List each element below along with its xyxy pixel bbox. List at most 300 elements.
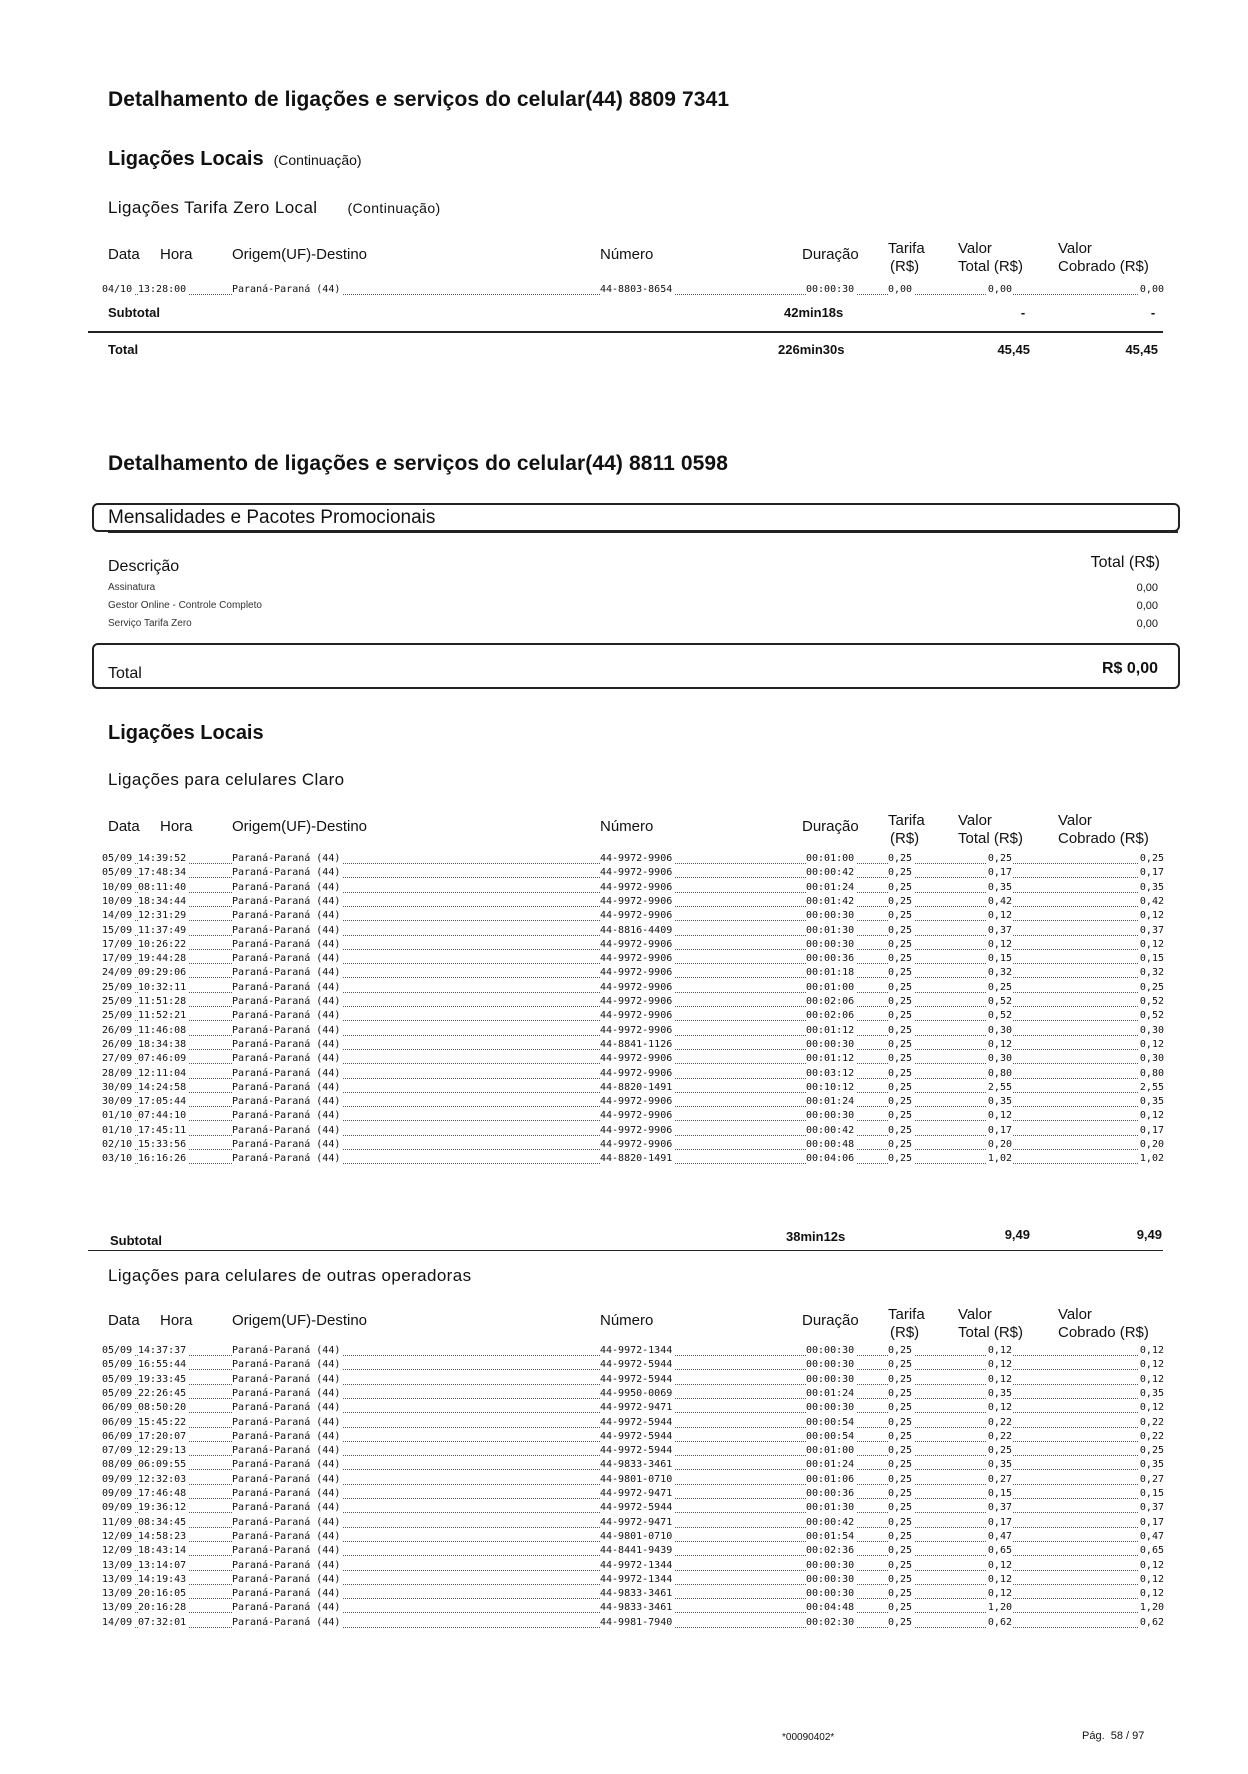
cell-cobrado: 0,12 xyxy=(1139,1110,1164,1122)
cell-numero: 44-9972-9906 xyxy=(600,910,673,922)
cell-hora: 12:29:13 xyxy=(138,1445,187,1457)
cell-cobrado: 0,12 xyxy=(1139,1038,1164,1050)
cell-origem: Paraná-Paraná (44) xyxy=(232,1345,341,1356)
cell-data: 24/09 xyxy=(102,967,133,979)
cell-cobrado: 0,47 xyxy=(1139,1530,1164,1542)
cell-duracao: 00:00:30 xyxy=(806,1038,855,1050)
cell-numero: 44-9972-9471 xyxy=(600,1402,673,1414)
cell-tarifa: 0,25 xyxy=(888,1110,913,1122)
cell-numero: 44-8820-1491 xyxy=(600,1081,673,1093)
cell-valor: 0,12 xyxy=(987,1402,1012,1414)
cell-valor: 0,30 xyxy=(987,1053,1012,1065)
cell-numero: 44-9972-1344 xyxy=(600,1559,673,1571)
table-row xyxy=(102,1473,1164,1487)
cell-tarifa: 0,25 xyxy=(888,1502,913,1514)
cell-cobrado: 0,20 xyxy=(1139,1139,1164,1150)
cell-origem: Paraná-Paraná (44) xyxy=(232,1616,341,1628)
col-header-cobrado2: Cobrado (R$) xyxy=(1058,1324,1149,1341)
col-header-numero: Número xyxy=(600,246,654,263)
cell-tarifa: 0,25 xyxy=(888,1573,913,1585)
cell-tarifa: 0,25 xyxy=(888,1459,913,1471)
cell-data: 17/09 xyxy=(102,953,133,965)
cell-data: 26/09 xyxy=(102,1024,133,1036)
cell-origem: Paraná-Paraná (44) xyxy=(232,1124,341,1136)
cell-data: 07/09 xyxy=(102,1445,133,1457)
table-row xyxy=(102,1544,1164,1558)
cell-hora: 18:43:14 xyxy=(138,1545,187,1557)
cell-duracao: 00:00:42 xyxy=(806,867,855,879)
cell-valor: 0,12 xyxy=(987,1359,1012,1371)
claro-subtotal-valor: 9,49 xyxy=(1004,1227,1030,1242)
cell-tarifa: 0,25 xyxy=(888,1545,913,1557)
cell-valor: 0,25 xyxy=(987,1445,1012,1457)
cell-origem: Paraná-Paraná (44) xyxy=(232,924,341,936)
cell-cobrado: 0,17 xyxy=(1139,1124,1164,1136)
cell-valor: 0,17 xyxy=(987,1124,1012,1136)
cell-hora: 19:36:12 xyxy=(138,1502,187,1514)
cell-hora: 16:16:26 xyxy=(138,1153,187,1165)
cell-numero: 44-9972-9471 xyxy=(600,1488,673,1499)
cell-valor: 0,22 xyxy=(987,1430,1012,1442)
cell-hora: 08:11:40 xyxy=(138,881,187,893)
cell-valor: 0,12 xyxy=(987,1373,1012,1385)
cell-hora: 20:16:28 xyxy=(138,1602,187,1614)
cell-data: 28/09 xyxy=(102,1067,133,1079)
cell-tarifa: 0,25 xyxy=(888,1359,913,1371)
cell-hora: 07:44:10 xyxy=(138,1110,187,1122)
page-number xyxy=(1082,1730,1144,1742)
cell-cobrado: 0,12 xyxy=(1139,938,1164,950)
cell-numero: 44-9972-9906 xyxy=(600,1110,673,1122)
cell-origem: Paraná-Paraná (44) xyxy=(232,1488,341,1499)
cell-hora: 11:51:28 xyxy=(138,996,187,1007)
cell-origem: Paraná-Paraná (44) xyxy=(232,1359,341,1371)
cell-hora: 08:50:20 xyxy=(138,1402,187,1414)
cell-valor: 0,12 xyxy=(987,1573,1012,1585)
cell-numero: 44-9972-9906 xyxy=(600,853,673,864)
cell-cobrado: 0,30 xyxy=(1139,1053,1164,1065)
section2-subtitle: Ligações Locais xyxy=(108,722,264,744)
cell-duracao: 00:01:24 xyxy=(806,1459,855,1471)
col-header-duracao: Duração xyxy=(802,818,859,835)
section2-title: Detalhamento de ligações e serviços do celular(44) 8811 0598 xyxy=(108,452,728,475)
cell-valor: 0,12 xyxy=(987,1559,1012,1571)
cell-origem: Paraná-Paraná (44) xyxy=(232,1559,341,1571)
page-label: Pág. xyxy=(1082,1730,1105,1742)
cell-duracao: 00:00:30 xyxy=(806,1573,855,1585)
cell-valor: 0,12 xyxy=(987,938,1012,950)
cell-origem: Paraná-Paraná (44) xyxy=(232,1373,341,1385)
cell-duracao: 00:03:12 xyxy=(806,1067,855,1079)
cell-tarifa: 0,25 xyxy=(888,953,913,965)
cell-duracao: 00:00:42 xyxy=(806,1516,855,1528)
cell-data: 11/09 xyxy=(102,1516,133,1528)
col-header-tarifa1: Tarifa xyxy=(888,1306,925,1323)
col-header-tarifa2: (R$) xyxy=(890,258,920,275)
table-row xyxy=(102,1487,1164,1501)
cell-valor: 0,00 xyxy=(987,284,1012,295)
cell-hora: 14:24:58 xyxy=(138,1081,187,1093)
cell-origem: Paraná-Paraná (44) xyxy=(232,1430,341,1442)
cell-valor: 0,22 xyxy=(987,1416,1012,1428)
cell-numero: 44-9972-9906 xyxy=(600,1096,673,1108)
claro-group: Ligações para celulares Claro xyxy=(108,770,345,789)
cell-origem: Paraná-Paraná (44) xyxy=(232,1024,341,1036)
cell-origem: Paraná-Paraná (44) xyxy=(232,1473,341,1485)
subtitle-text: Ligações Locais xyxy=(108,148,264,170)
cell-hora: 08:34:45 xyxy=(138,1516,187,1528)
cell-hora: 22:26:45 xyxy=(138,1387,187,1399)
cell-tarifa: 0,25 xyxy=(888,981,913,993)
cell-origem: Paraná-Paraná (44) xyxy=(232,1139,341,1150)
table-row xyxy=(102,1109,1164,1123)
cell-duracao: 00:10:12 xyxy=(806,1081,855,1093)
cell-data: 14/09 xyxy=(102,1616,133,1628)
cell-numero: 44-9972-9906 xyxy=(600,1053,673,1065)
table-row xyxy=(102,995,1164,1009)
col-header-valor1: Valor xyxy=(958,812,992,829)
cell-data: 13/09 xyxy=(102,1588,133,1600)
col-header-origem: Origem(UF)-Destino xyxy=(232,1312,368,1329)
cell-data: 05/09 xyxy=(102,1387,133,1399)
cell-duracao: 00:01:12 xyxy=(806,1024,855,1036)
cell-cobrado: 0,12 xyxy=(1139,1573,1164,1585)
cell-valor: 0,15 xyxy=(987,1488,1012,1499)
cell-hora: 14:58:23 xyxy=(138,1530,187,1542)
cell-hora: 09:29:06 xyxy=(138,967,187,979)
cell-data: 04/10 xyxy=(102,284,133,295)
table-row xyxy=(102,1024,1164,1038)
table-row xyxy=(102,1530,1164,1544)
cell-origem: Paraná-Paraná (44) xyxy=(232,1502,341,1514)
cell-data: 12/09 xyxy=(102,1545,133,1557)
cell-cobrado: 0,35 xyxy=(1139,1387,1164,1399)
cell-duracao: 00:01:00 xyxy=(806,1445,855,1457)
cell-hora: 17:20:07 xyxy=(138,1430,187,1442)
cell-hora: 10:32:11 xyxy=(138,981,187,993)
cell-origem: Paraná-Paraná (44) xyxy=(232,1602,341,1614)
table-row xyxy=(102,1516,1164,1530)
cell-valor: 0,37 xyxy=(987,924,1012,936)
total-box-label: Total xyxy=(108,665,142,682)
table-row xyxy=(102,1344,1164,1358)
cell-tarifa: 0,25 xyxy=(888,895,913,907)
cell-duracao: 00:00:42 xyxy=(806,1124,855,1136)
cell-data: 09/09 xyxy=(102,1473,133,1485)
table-row xyxy=(102,1095,1164,1109)
cell-origem: Paraná-Paraná (44) xyxy=(232,1588,341,1600)
cell-valor: 0,37 xyxy=(987,1502,1012,1514)
table-row xyxy=(102,1430,1164,1444)
cell-duracao: 00:01:30 xyxy=(806,1502,855,1514)
cell-cobrado: 0,12 xyxy=(1139,1402,1164,1414)
cell-data: 25/09 xyxy=(102,996,133,1007)
cell-valor: 0,25 xyxy=(987,981,1012,993)
cell-tarifa: 0,25 xyxy=(888,1473,913,1485)
cell-numero: 44-9972-1344 xyxy=(600,1345,673,1356)
cell-numero: 44-8841-1126 xyxy=(600,1038,673,1050)
cell-cobrado: 0,42 xyxy=(1139,895,1164,907)
table-row xyxy=(102,1401,1164,1415)
cell-origem: Paraná-Paraná (44) xyxy=(232,996,341,1007)
cell-cobrado: 0,25 xyxy=(1139,853,1164,864)
cell-tarifa: 0,25 xyxy=(888,1416,913,1428)
divider xyxy=(88,331,1163,333)
cell-origem: Paraná-Paraná (44) xyxy=(232,1573,341,1585)
mensalidade-item-value: 0,00 xyxy=(1136,582,1158,594)
cell-origem: Paraná-Paraná (44) xyxy=(232,938,341,950)
cell-cobrado: 0,12 xyxy=(1139,910,1164,922)
cell-cobrado: 0,12 xyxy=(1139,1373,1164,1385)
col-header-numero: Número xyxy=(600,818,654,835)
cell-tarifa: 0,25 xyxy=(888,1053,913,1065)
subtotal-cobrado: - xyxy=(1150,305,1156,320)
cell-cobrado: 0,80 xyxy=(1139,1067,1164,1079)
cell-origem: Paraná-Paraná (44) xyxy=(232,1010,341,1022)
cell-origem: Paraná-Paraná (44) xyxy=(232,1402,341,1414)
group-text: Ligações Tarifa Zero Local xyxy=(108,198,318,217)
cell-valor: 0,12 xyxy=(987,1345,1012,1356)
table-row xyxy=(102,1458,1164,1472)
cell-duracao: 00:00:30 xyxy=(806,1373,855,1385)
cell-valor: 0,65 xyxy=(987,1545,1012,1557)
cell-duracao: 00:00:30 xyxy=(806,1402,855,1414)
cell-cobrado: 1,20 xyxy=(1139,1602,1164,1614)
cell-origem: Paraná-Paraná (44) xyxy=(232,1096,341,1108)
table-row xyxy=(102,1587,1164,1601)
cell-numero: 44-9972-9906 xyxy=(600,881,673,893)
cell-data: 09/09 xyxy=(102,1488,133,1499)
cell-hora: 20:16:05 xyxy=(138,1588,187,1600)
cell-numero: 44-9833-3461 xyxy=(600,1602,673,1614)
cell-cobrado: 0,27 xyxy=(1139,1473,1164,1485)
cell-origem: Paraná-Paraná (44) xyxy=(232,1416,341,1428)
cell-data: 05/09 xyxy=(102,867,133,879)
cell-tarifa: 0,25 xyxy=(888,1445,913,1457)
cell-numero: 44-9972-9906 xyxy=(600,895,673,907)
cell-numero: 44-9981-7940 xyxy=(600,1616,673,1628)
cell-cobrado: 1,02 xyxy=(1139,1153,1164,1165)
cell-hora: 10:26:22 xyxy=(138,938,187,950)
table-row xyxy=(102,881,1164,895)
cell-duracao: 00:02:06 xyxy=(806,1010,855,1022)
table-row xyxy=(102,1573,1164,1587)
desc-total-label: Total (R$) xyxy=(1090,554,1160,571)
mensalidade-item-label: Serviço Tarifa Zero xyxy=(108,618,192,629)
cell-data: 06/09 xyxy=(102,1402,133,1414)
cell-hora: 17:05:44 xyxy=(138,1096,187,1108)
page-value: 58 / 97 xyxy=(1110,1730,1145,1742)
claro-subtotal-duration: 38min12s xyxy=(786,1229,846,1244)
cell-duracao: 00:01:00 xyxy=(806,853,855,864)
cell-data: 05/09 xyxy=(102,1359,133,1371)
cell-valor: 0,62 xyxy=(987,1616,1012,1628)
cell-numero: 44-8441-9439 xyxy=(600,1545,673,1557)
table-row xyxy=(102,1358,1164,1372)
col-header-data: Data xyxy=(108,818,140,835)
cell-data: 13/09 xyxy=(102,1573,133,1585)
cell-data: 30/09 xyxy=(102,1096,133,1108)
cell-duracao: 00:01:00 xyxy=(806,981,855,993)
cell-valor: 0,15 xyxy=(987,953,1012,965)
cell-valor: 0,35 xyxy=(987,1459,1012,1471)
cell-data: 10/09 xyxy=(102,895,133,907)
cell-numero: 44-9972-9906 xyxy=(600,967,673,979)
cell-tarifa: 0,25 xyxy=(888,924,913,936)
table-row xyxy=(102,1373,1164,1387)
cell-numero: 44-9801-0710 xyxy=(600,1473,673,1485)
cell-tarifa: 0,00 xyxy=(888,284,913,295)
section1-subtitle xyxy=(108,148,362,171)
cell-origem: Paraná-Paraná (44) xyxy=(232,967,341,979)
cell-tarifa: 0,25 xyxy=(888,938,913,950)
cell-origem: Paraná-Paraná (44) xyxy=(232,1459,341,1471)
cell-tarifa: 0,25 xyxy=(888,1602,913,1614)
cell-tarifa: 0,25 xyxy=(888,867,913,879)
cell-tarifa: 0,25 xyxy=(888,967,913,979)
cell-tarifa: 0,25 xyxy=(888,1024,913,1036)
col-header-cobrado1: Valor xyxy=(1058,240,1092,257)
cell-hora: 16:55:44 xyxy=(138,1359,187,1371)
cell-cobrado: 2,55 xyxy=(1139,1081,1164,1093)
cell-tarifa: 0,25 xyxy=(888,1402,913,1414)
cell-data: 14/09 xyxy=(102,910,133,922)
cell-hora: 07:46:09 xyxy=(138,1053,187,1065)
cell-cobrado: 0,17 xyxy=(1139,867,1164,879)
cell-cobrado: 0,35 xyxy=(1139,881,1164,893)
col-header-cobrado2: Cobrado (R$) xyxy=(1058,258,1149,275)
cell-origem: Paraná-Paraná (44) xyxy=(232,1081,341,1093)
cell-hora: 11:46:08 xyxy=(138,1024,187,1036)
cell-hora: 19:33:45 xyxy=(138,1373,187,1385)
total-duration: 226min30s xyxy=(778,342,845,357)
cell-valor: 0,52 xyxy=(987,1010,1012,1022)
cell-tarifa: 0,25 xyxy=(888,1616,913,1628)
cell-valor: 2,55 xyxy=(987,1081,1012,1093)
cell-tarifa: 0,25 xyxy=(888,853,913,864)
cell-duracao: 00:02:06 xyxy=(806,996,855,1007)
cell-tarifa: 0,25 xyxy=(888,1153,913,1165)
cell-valor: 1,20 xyxy=(987,1602,1012,1614)
table-row xyxy=(102,1124,1164,1138)
cell-origem: Paraná-Paraná (44) xyxy=(232,1545,341,1557)
cell-valor: 0,17 xyxy=(987,1516,1012,1528)
barcode-code: *00090402* xyxy=(782,1732,835,1743)
mensalidades-heading: Mensalidades e Pacotes Promocionais xyxy=(108,507,436,528)
cell-data: 13/09 xyxy=(102,1559,133,1571)
cell-numero: 44-9972-5944 xyxy=(600,1416,673,1428)
cell-duracao: 00:01:30 xyxy=(806,924,855,936)
cell-data: 17/09 xyxy=(102,938,133,950)
cell-hora: 14:39:52 xyxy=(138,853,187,864)
col-header-cobrado1: Valor xyxy=(1058,812,1092,829)
total-cobrado: 45,45 xyxy=(1125,342,1158,357)
mensalidade-item-label: Assinatura xyxy=(108,582,156,593)
cell-origem: Paraná-Paraná (44) xyxy=(232,981,341,993)
cell-duracao: 00:00:30 xyxy=(806,1110,855,1122)
cell-numero: 44-9972-9906 xyxy=(600,938,673,950)
divider-claro xyxy=(88,1250,1163,1251)
table-row xyxy=(102,1444,1164,1458)
cell-numero: 44-9972-9906 xyxy=(600,996,673,1007)
cell-origem: Paraná-Paraná (44) xyxy=(232,1153,341,1165)
cell-numero: 44-9833-3461 xyxy=(600,1459,673,1471)
cell-origem: Paraná-Paraná (44) xyxy=(232,1530,341,1542)
cell-cobrado: 0,00 xyxy=(1139,284,1164,295)
cell-data: 01/10 xyxy=(102,1124,133,1136)
cell-tarifa: 0,25 xyxy=(888,910,913,922)
cell-numero: 44-8816-4409 xyxy=(600,924,673,936)
cell-tarifa: 0,25 xyxy=(888,1139,913,1150)
cell-valor: 0,42 xyxy=(987,895,1012,907)
cell-duracao: 00:00:30 xyxy=(806,1345,855,1356)
table-row xyxy=(102,1501,1164,1515)
cell-origem: Paraná-Paraná (44) xyxy=(232,853,341,864)
cell-duracao: 00:00:48 xyxy=(806,1139,855,1150)
cell-hora: 11:52:21 xyxy=(138,1010,187,1022)
col-header-numero: Número xyxy=(600,1312,654,1329)
col-header-data: Data xyxy=(108,246,140,263)
section1-group xyxy=(108,198,441,218)
cell-valor: 0,20 xyxy=(987,1139,1012,1150)
col-header-tarifa2: (R$) xyxy=(890,830,920,847)
col-header-origem: Origem(UF)-Destino xyxy=(232,818,368,835)
cell-data: 05/09 xyxy=(102,1373,133,1385)
cell-valor: 0,80 xyxy=(987,1067,1012,1079)
cell-origem: Paraná-Paraná (44) xyxy=(232,1053,341,1065)
cell-numero: 44-9833-3461 xyxy=(600,1588,673,1600)
cell-duracao: 00:01:18 xyxy=(806,967,855,979)
cell-cobrado: 0,30 xyxy=(1139,1024,1164,1036)
table-row xyxy=(102,1009,1164,1023)
cell-data: 02/10 xyxy=(102,1139,133,1150)
cell-duracao: 00:01:42 xyxy=(806,895,855,907)
col-header-tarifa2: (R$) xyxy=(890,1324,920,1341)
col-header-hora: Hora xyxy=(160,246,193,263)
cell-data: 03/10 xyxy=(102,1153,133,1165)
outras-group: Ligações para celulares de outras operadoras xyxy=(108,1266,472,1285)
cell-duracao: 00:01:12 xyxy=(806,1053,855,1065)
table-row xyxy=(102,866,1164,880)
cell-hora: 07:32:01 xyxy=(138,1616,187,1628)
cell-tarifa: 0,25 xyxy=(888,1559,913,1571)
col-header-data: Data xyxy=(108,1312,140,1329)
table-row xyxy=(102,981,1164,995)
cell-valor: 0,52 xyxy=(987,996,1012,1007)
cell-hora: 18:34:38 xyxy=(138,1038,187,1050)
total-label: Total xyxy=(108,342,139,357)
cell-data: 06/09 xyxy=(102,1430,133,1442)
table-row xyxy=(102,1052,1164,1066)
cell-numero: 44-9972-1344 xyxy=(600,1573,673,1585)
cell-hora: 13:14:07 xyxy=(138,1559,187,1571)
cell-cobrado: 0,22 xyxy=(1139,1416,1164,1428)
cell-duracao: 00:00:30 xyxy=(806,1559,855,1571)
col-header-duracao: Duração xyxy=(802,1312,859,1329)
cell-origem: Paraná-Paraná (44) xyxy=(232,1110,341,1122)
cell-origem: Paraná-Paraná (44) xyxy=(232,953,341,965)
cell-numero: 44-9972-9906 xyxy=(600,981,673,993)
col-header-valor2: Total (R$) xyxy=(958,258,1024,275)
cell-duracao: 00:01:24 xyxy=(806,1387,855,1399)
cell-data: 15/09 xyxy=(102,924,133,936)
cell-origem: Paraná-Paraná (44) xyxy=(232,1038,341,1050)
cell-numero: 44-9972-9906 xyxy=(600,1024,673,1036)
cell-duracao: 00:00:36 xyxy=(806,953,855,965)
cell-duracao: 00:01:24 xyxy=(806,881,855,893)
col-header-valor1: Valor xyxy=(958,240,992,257)
cell-duracao: 00:02:30 xyxy=(806,1616,855,1628)
